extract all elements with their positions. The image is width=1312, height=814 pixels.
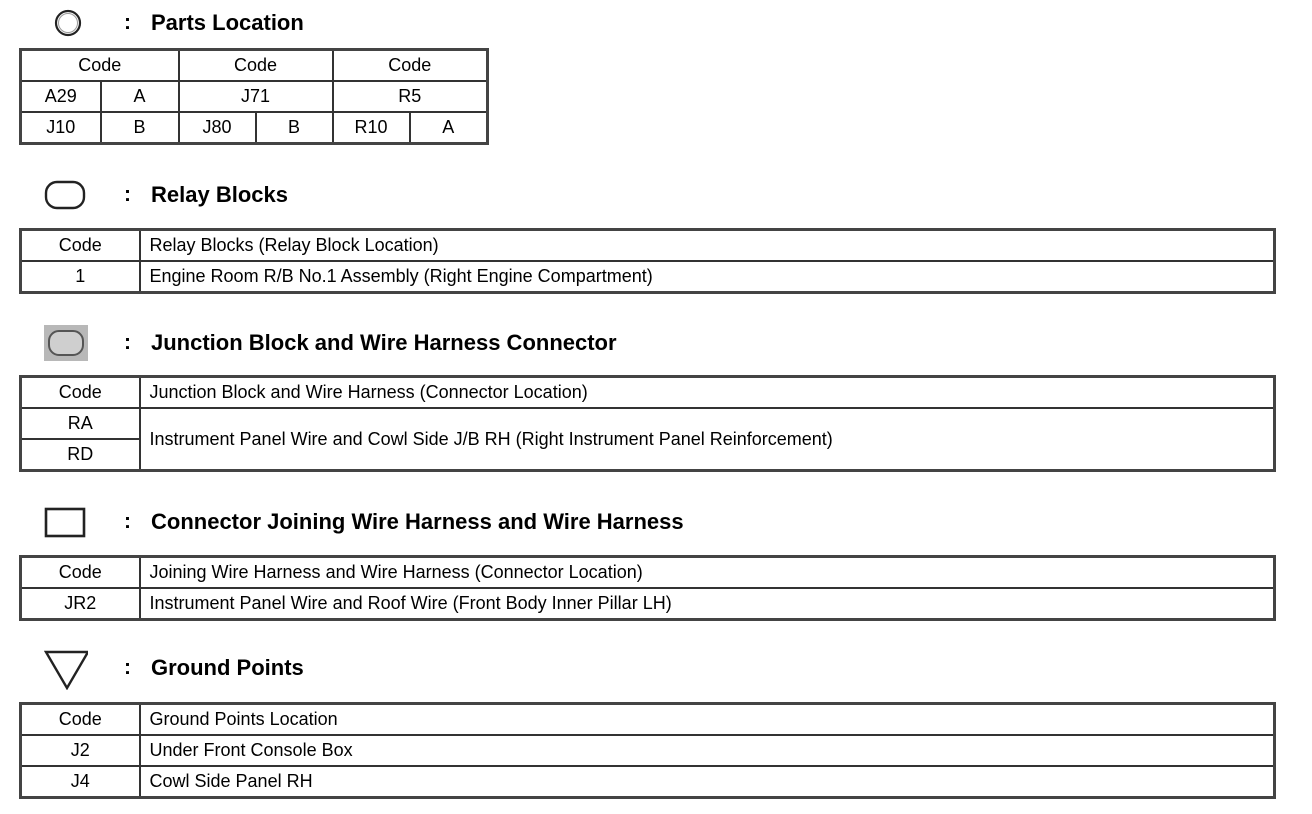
table-cell: 1: [21, 261, 140, 293]
parts-location-table: [19, 48, 489, 145]
table-cell: J4: [21, 766, 140, 798]
junction-block-header: [0, 325, 1300, 361]
circle-icon: [44, 5, 88, 41]
table-cell: A29: [21, 81, 101, 112]
separator-colon: :: [124, 510, 131, 533]
table-cell: J71: [179, 81, 333, 112]
column-header: Code: [21, 557, 140, 589]
table-cell: B: [101, 112, 179, 144]
table-cell: J10: [21, 112, 101, 144]
table-cell: Engine Room R/B No.1 Assembly (Right Engine Compartment): [140, 261, 1275, 293]
table-header-row: [21, 704, 1275, 736]
table-cell: J2: [21, 735, 140, 766]
table-row: [21, 112, 488, 144]
section-title: Relay Blocks: [151, 182, 288, 207]
separator-colon: :: [124, 183, 131, 206]
table-cell: RD: [21, 439, 140, 471]
table-cell: Cowl Side Panel RH: [140, 766, 1275, 798]
table-row: [21, 735, 1275, 766]
table-row: [21, 408, 1275, 439]
table-cell: R10: [333, 112, 410, 144]
table-cell: A: [410, 112, 488, 144]
column-header: Code: [179, 50, 333, 82]
table-row: [21, 261, 1275, 293]
separator-colon: :: [124, 331, 131, 354]
table-cell: J80: [179, 112, 256, 144]
table-cell: JR2: [21, 588, 140, 620]
table-row: [21, 81, 488, 112]
triangle-down-icon: [44, 650, 88, 690]
table-header-row: [21, 50, 488, 82]
column-header: Code: [333, 50, 488, 82]
table-header-row: [21, 377, 1275, 409]
column-header: Joining Wire Harness and Wire Harness (Connector Location): [140, 557, 1275, 589]
ground-points-header: [0, 650, 1300, 686]
parts-location-header: [0, 5, 1300, 41]
ground-points-table: [19, 702, 1276, 799]
table-cell: RA: [21, 408, 140, 439]
separator-colon: :: [124, 656, 131, 679]
column-header: Relay Blocks (Relay Block Location): [140, 230, 1275, 262]
table-header-row: [21, 230, 1275, 262]
column-header: Junction Block and Wire Harness (Connector Location): [140, 377, 1275, 409]
relay-blocks-table: [19, 228, 1276, 294]
column-header: Code: [21, 230, 140, 262]
junction-block-table: [19, 375, 1276, 472]
column-header: Code: [21, 50, 179, 82]
connector-joining-header: [0, 504, 1300, 540]
table-cell: Instrument Panel Wire and Cowl Side J/B RH (Right Instrument Panel Reinforcement): [140, 408, 1275, 471]
table-cell: Under Front Console Box: [140, 735, 1275, 766]
table-header-row: [21, 557, 1275, 589]
table-cell: Instrument Panel Wire and Roof Wire (Front Body Inner Pillar LH): [140, 588, 1275, 620]
square-icon: [44, 504, 88, 540]
section-title: Parts Location: [151, 10, 304, 35]
table-cell: B: [256, 112, 333, 144]
column-header: Code: [21, 704, 140, 736]
section-title: Connector Joining Wire Harness and Wire Harness: [151, 509, 684, 534]
rounded-rect-icon: [44, 177, 88, 213]
table-cell: A: [101, 81, 179, 112]
section-title: Junction Block and Wire Harness Connector: [151, 330, 617, 355]
column-header: Ground Points Location: [140, 704, 1275, 736]
table-cell: R5: [333, 81, 488, 112]
connector-joining-table: [19, 555, 1276, 621]
table-row: [21, 766, 1275, 798]
shaded-rounded-rect-icon: [44, 325, 88, 361]
relay-blocks-header: [0, 177, 1300, 213]
section-title: Ground Points: [151, 655, 304, 680]
table-row: [21, 588, 1275, 620]
separator-colon: :: [124, 11, 131, 34]
column-header: Code: [21, 377, 140, 409]
